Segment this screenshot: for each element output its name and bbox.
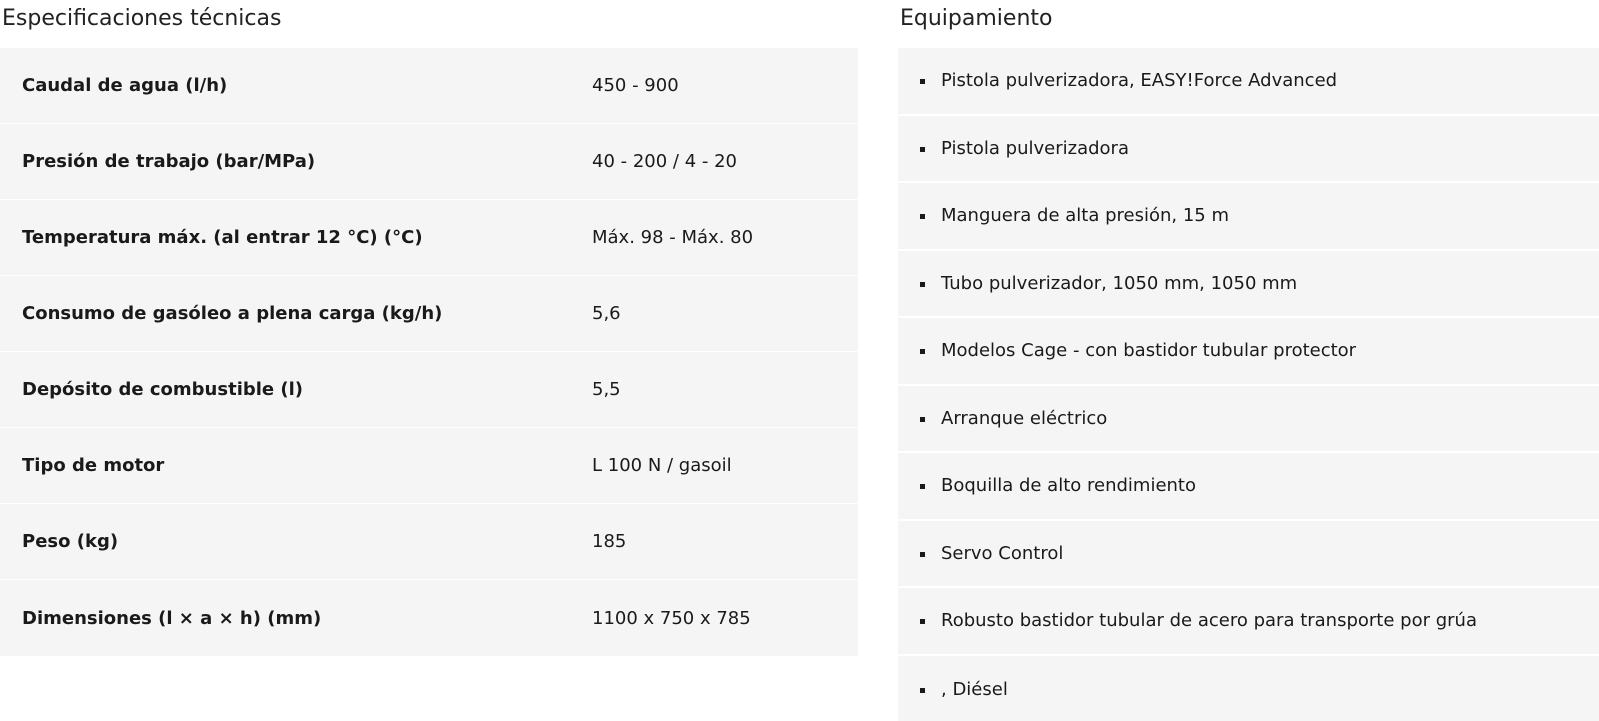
- equipment-title: Equipamiento: [900, 6, 1053, 31]
- equipment-item: [898, 386, 1599, 454]
- equipment-item-label: Modelos Cage - con bastidor tubular protector: [941, 340, 1357, 362]
- bullet-icon: [920, 214, 925, 219]
- equipment-item-label: Arranque eléctrico: [941, 407, 1108, 429]
- equipment-item-label: Robusto bastidor tubular de acero para transporte por grúa: [941, 610, 1477, 632]
- equipment-item-label: Tubo pulverizador, 1050 mm, 1050 mm: [941, 272, 1298, 294]
- spec-value: Máx. 98 - Máx. 80: [592, 227, 754, 248]
- spec-label: Presión de trabajo (bar/MPa): [22, 151, 316, 172]
- spec-label: Consumo de gasóleo a plena carga (kg/h): [22, 303, 443, 324]
- bullet-icon: [920, 484, 925, 489]
- spec-value: 450 - 900: [592, 75, 679, 96]
- specs-table: [0, 48, 858, 656]
- spec-value: 40 - 200 / 4 - 20: [592, 151, 738, 172]
- equipment-item-label: Pistola pulverizadora, EASY!Force Advanced: [941, 70, 1338, 92]
- equipment-item-label: , Diésel: [941, 678, 1008, 700]
- specs-title: Especificaciones técnicas: [2, 6, 282, 31]
- equipment-item: [898, 588, 1599, 656]
- spec-row: [0, 124, 858, 200]
- equipment-item-label: Servo Control: [941, 542, 1064, 564]
- spec-value: 185: [592, 531, 627, 552]
- spec-value: 5,6: [592, 303, 621, 324]
- spec-row: [0, 200, 858, 276]
- bullet-icon: [920, 147, 925, 152]
- technical-specifications: [0, 0, 858, 656]
- equipment-item: [898, 48, 1599, 116]
- bullet-icon: [920, 552, 925, 557]
- spec-label: Depósito de combustible (l): [22, 379, 304, 400]
- bullet-icon: [920, 79, 925, 84]
- equipment-item: [898, 318, 1599, 386]
- spec-row: [0, 352, 858, 428]
- spec-row: [0, 276, 858, 352]
- equipment-item-label: Boquilla de alto rendimiento: [941, 475, 1196, 497]
- equipment-item: [898, 453, 1599, 521]
- spec-row: [0, 504, 858, 580]
- equipment-item-label: Pistola pulverizadora: [941, 137, 1129, 159]
- bullet-icon: [920, 282, 925, 287]
- spec-label: Dimensiones (l × a × h) (mm): [22, 607, 322, 629]
- spec-row: [0, 428, 858, 504]
- equipment-list: [898, 48, 1599, 721]
- equipment-item: [898, 116, 1599, 184]
- bullet-icon: [920, 688, 925, 693]
- spec-label: Temperatura máx. (al entrar 12 °C) (°C): [22, 227, 423, 248]
- bullet-icon: [920, 417, 925, 422]
- spec-value: 1100 x 750 x 785: [592, 607, 751, 629]
- equipment-item: [898, 183, 1599, 251]
- equipment-item: [898, 656, 1599, 721]
- spec-label: Peso (kg): [22, 531, 119, 552]
- spec-row: [0, 48, 858, 124]
- spec-value: 5,5: [592, 379, 621, 400]
- equipment: [898, 0, 1599, 721]
- spec-value: L 100 N / gasoil: [592, 455, 732, 476]
- spec-label: Tipo de motor: [22, 455, 165, 476]
- equipment-item: [898, 251, 1599, 319]
- equipment-item: [898, 521, 1599, 589]
- equipment-item-label: Manguera de alta presión, 15 m: [941, 205, 1229, 227]
- spec-label: Caudal de agua (l/h): [22, 75, 228, 96]
- spec-row: [0, 580, 858, 656]
- bullet-icon: [920, 349, 925, 354]
- bullet-icon: [920, 619, 925, 624]
